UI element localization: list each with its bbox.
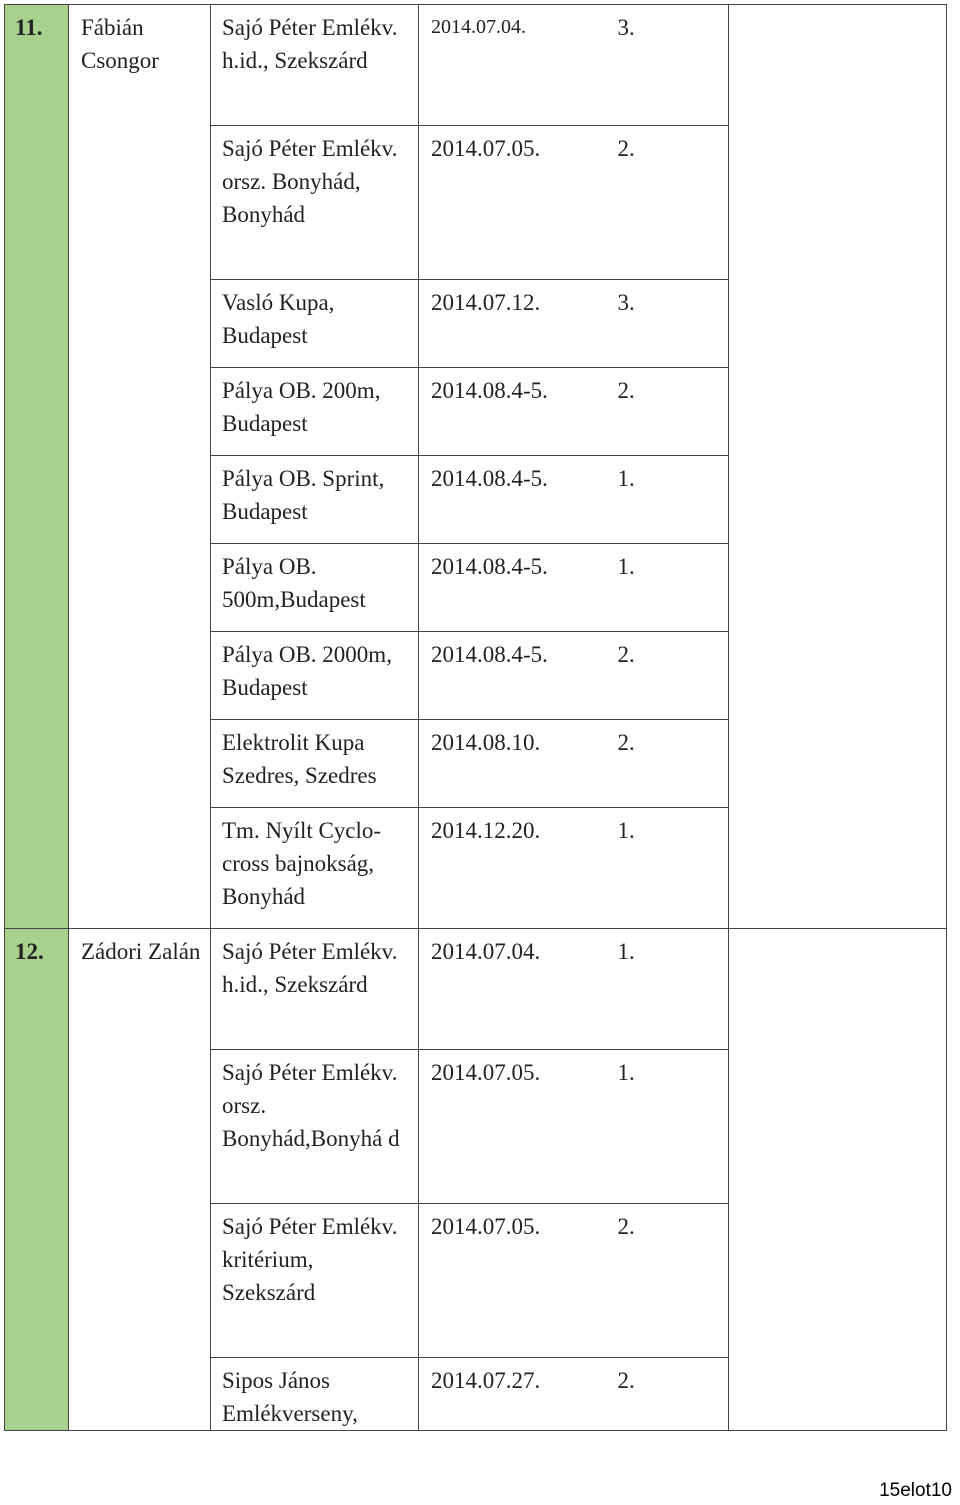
date-cell: 2014.08.4-5.	[419, 456, 609, 544]
event-cell: Sajó Péter Emlékv. orsz. Bonyhád, Bonyhád	[211, 126, 419, 280]
entry-number: 11.	[5, 5, 69, 126]
event-cell: Elektrolit Kupa Szedres, Szedres	[211, 720, 419, 808]
place-cell: 1.	[609, 544, 729, 632]
place-cell: 2.	[609, 1358, 729, 1431]
table-row	[5, 929, 947, 1050]
place-cell: 3.	[609, 280, 729, 368]
event-cell: Sajó Péter Emlékv. kritérium, Szekszárd	[211, 1204, 419, 1358]
date-cell: 2014.08.4-5.	[419, 544, 609, 632]
date-cell: 2014.07.05.	[419, 1050, 609, 1204]
table-row	[5, 456, 947, 544]
date-cell: 2014.07.27.	[419, 1358, 609, 1431]
event-cell: Pálya OB. 2000m, Budapest	[211, 632, 419, 720]
place-cell: 1.	[609, 1050, 729, 1204]
date-cell: 2014.07.04.	[419, 5, 609, 126]
table-row	[5, 1358, 947, 1431]
table-row	[5, 808, 947, 929]
table-row	[5, 280, 947, 368]
event-cell: Vasló Kupa, Budapest	[211, 280, 419, 368]
event-cell: Pálya OB. 200m, Budapest	[211, 368, 419, 456]
date-cell: 2014.07.05.	[419, 1204, 609, 1358]
place-cell: 2.	[609, 368, 729, 456]
event-cell: Sajó Péter Emlékv. orsz. Bonyhád,Bonyhá d	[211, 1050, 419, 1204]
entry-number: 12.	[5, 929, 69, 1050]
results-table	[4, 4, 947, 1431]
event-cell: Tm. Nyílt Cyclo-cross bajnokság, Bonyhád	[211, 808, 419, 929]
competitor-name: Zádori Zalán	[69, 929, 211, 1050]
event-cell: Pálya OB. 500m,Budapest	[211, 544, 419, 632]
event-cell: Pálya OB. Sprint, Budapest	[211, 456, 419, 544]
place-cell: 1.	[609, 456, 729, 544]
place-cell: 2.	[609, 720, 729, 808]
place-cell: 2.	[609, 126, 729, 280]
place-cell: 2.	[609, 1204, 729, 1358]
table-row	[5, 5, 947, 126]
competitor-name: Fábián Csongor	[69, 5, 211, 126]
table-row	[5, 1050, 947, 1204]
date-cell: 2014.07.05.	[419, 126, 609, 280]
table-row	[5, 544, 947, 632]
table-row	[5, 126, 947, 280]
date-cell: 2014.07.12.	[419, 280, 609, 368]
table-row	[5, 1204, 947, 1358]
place-cell: 1.	[609, 929, 729, 1050]
page-footer-code: 15elot10	[879, 1480, 952, 1501]
table-row	[5, 632, 947, 720]
table-row	[5, 720, 947, 808]
event-cell: Sajó Péter Emlékv. h.id., Szekszárd	[211, 929, 419, 1050]
table-row	[5, 368, 947, 456]
place-cell: 2.	[609, 632, 729, 720]
place-cell: 1.	[609, 808, 729, 929]
date-cell: 2014.08.4-5.	[419, 368, 609, 456]
blank-cell	[729, 5, 947, 126]
date-cell: 2014.08.4-5.	[419, 632, 609, 720]
place-cell: 3.	[609, 5, 729, 126]
event-cell: Sajó Péter Emlékv. h.id., Szekszárd	[211, 5, 419, 126]
event-cell: Sipos János Emlékverseny,	[211, 1358, 419, 1431]
date-cell: 2014.12.20.	[419, 808, 609, 929]
date-cell: 2014.08.10.	[419, 720, 609, 808]
date-cell: 2014.07.04.	[419, 929, 609, 1050]
